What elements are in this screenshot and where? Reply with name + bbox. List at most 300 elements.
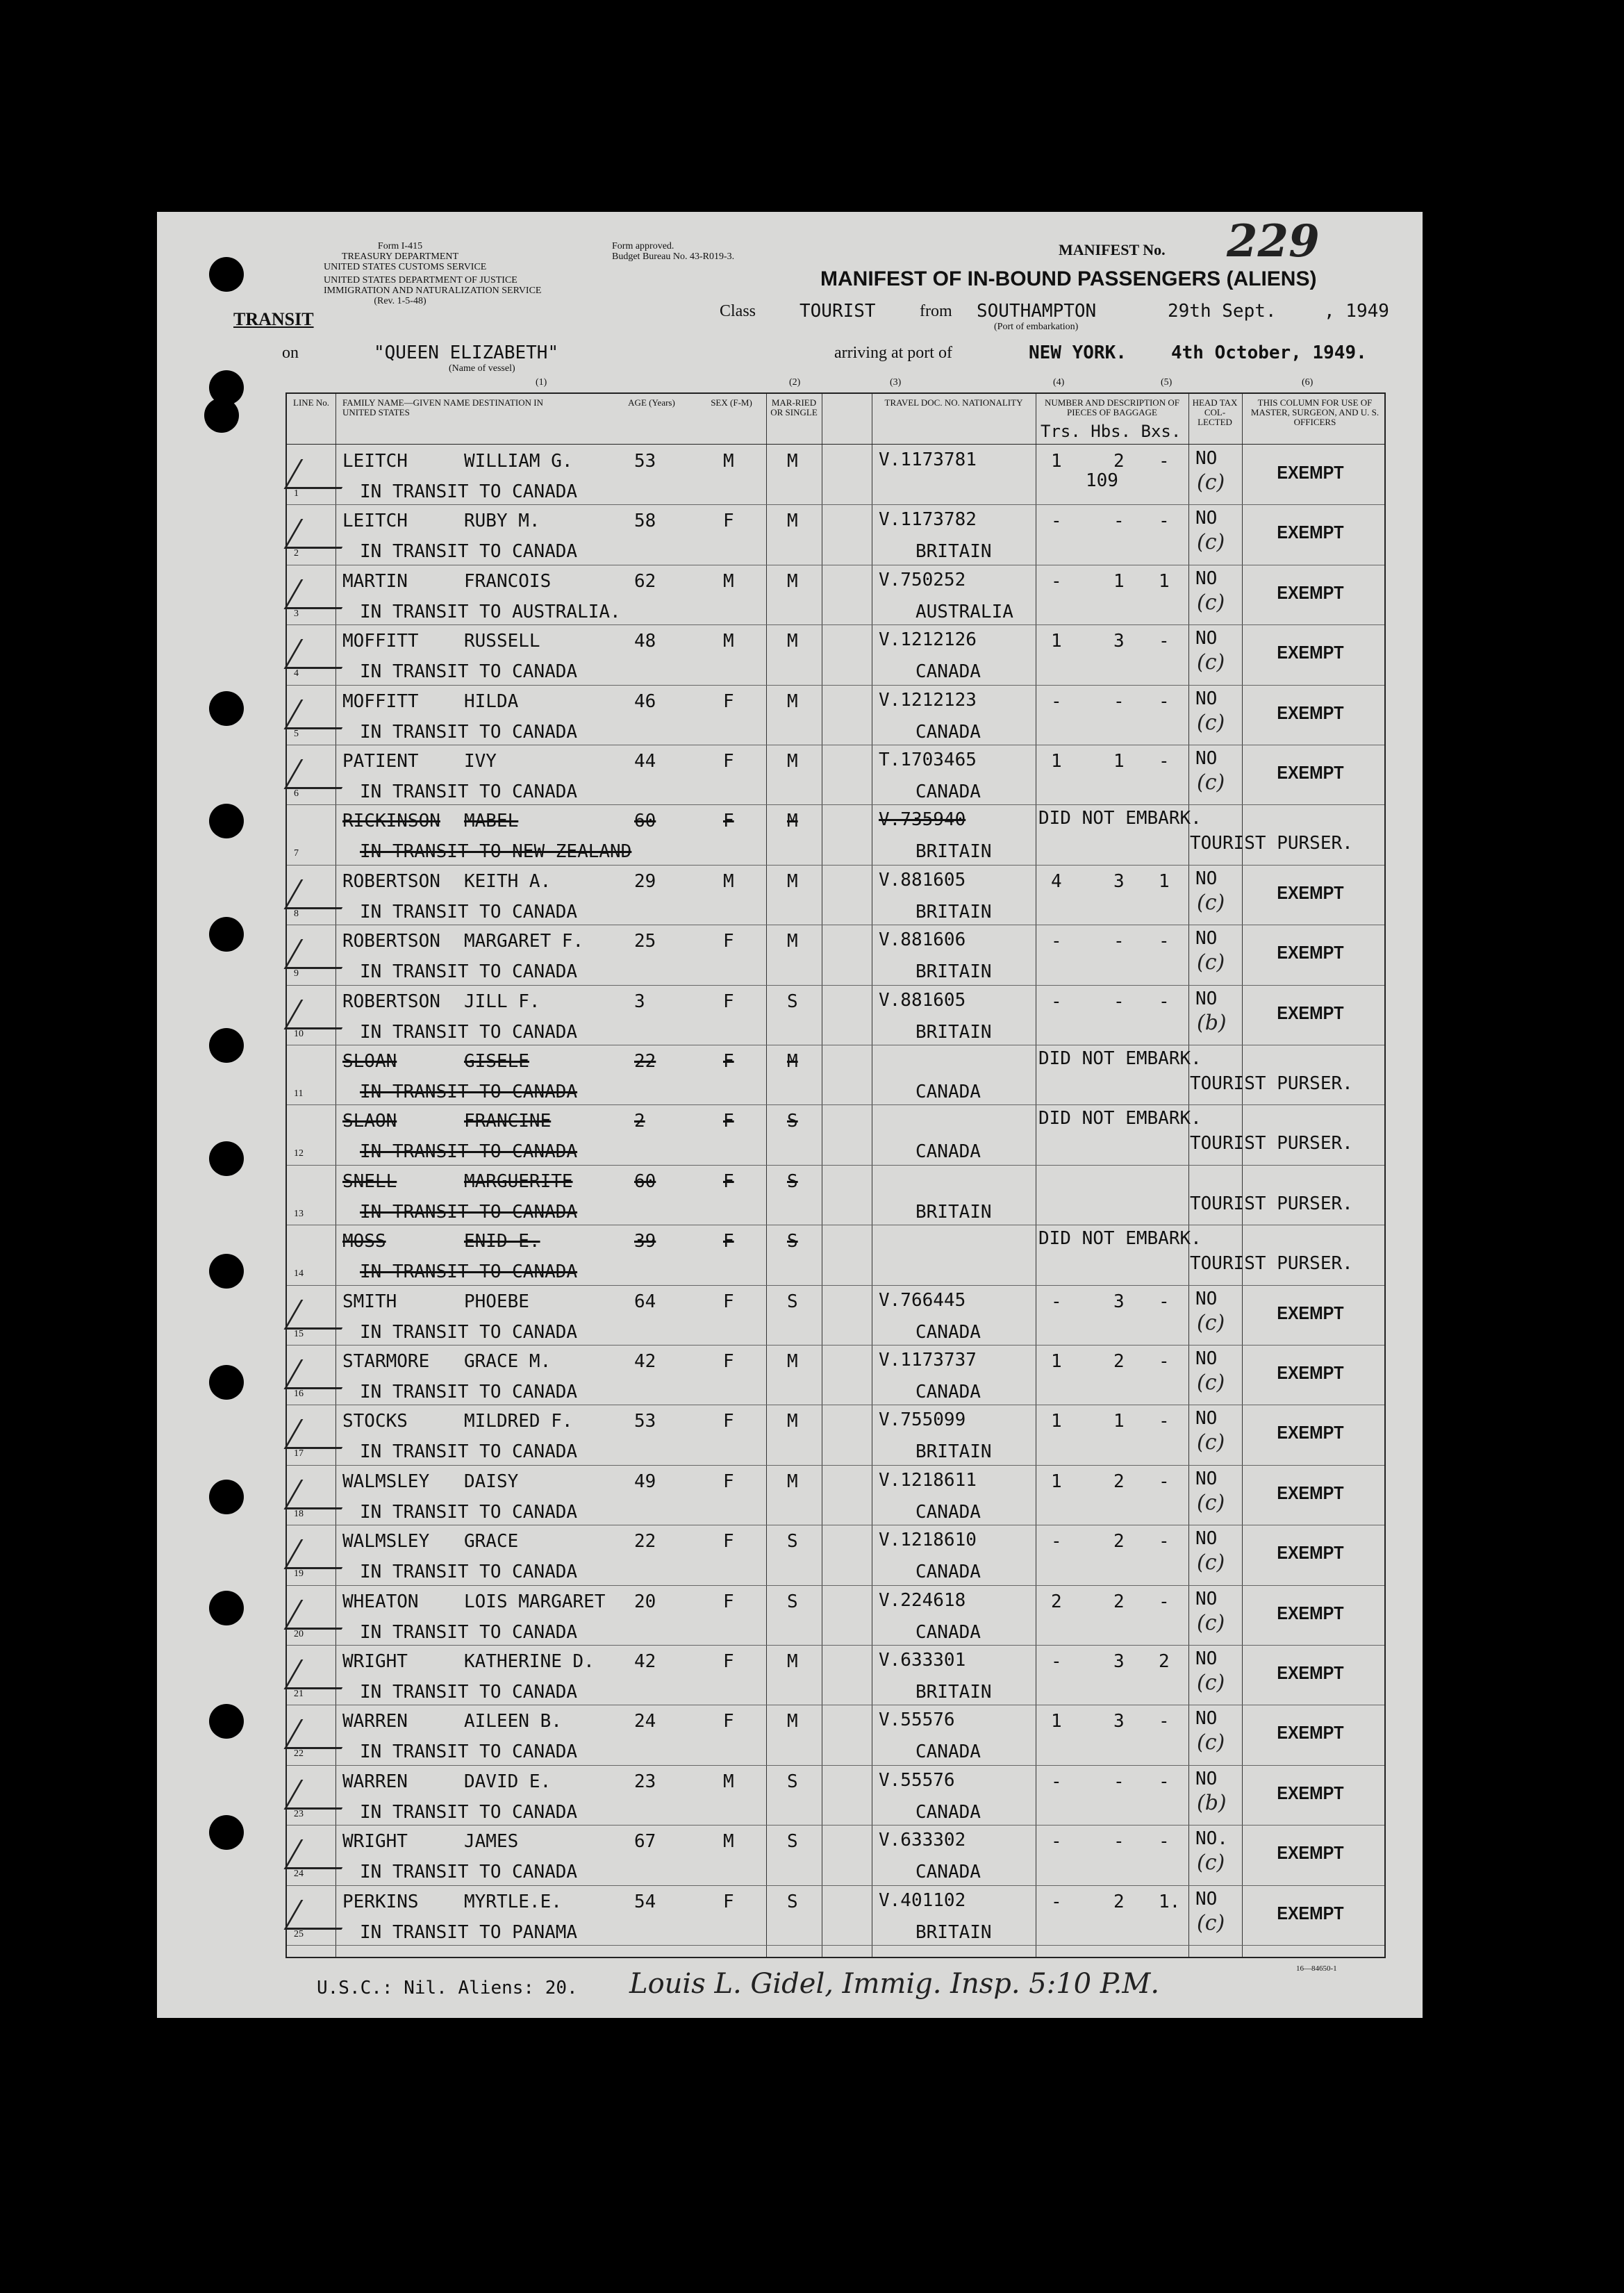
check-mark-icon [284,1600,359,1630]
marital-status: M [787,511,798,532]
boxes-count: - [1159,931,1170,952]
handbags-count: 3 [1113,1711,1125,1732]
arrival-port: NEW YORK. [1029,342,1127,363]
nationality: BRITAIN [915,541,992,563]
check-mark-icon [284,459,359,489]
given-name: JAMES [464,1831,519,1853]
table-row [287,1405,1384,1465]
head-tax: NO [1195,928,1218,950]
line-number: 9 [294,968,299,979]
age: 39 [634,1231,656,1252]
trunks-count: - [1051,690,1062,712]
head-tax-code: (c) [1197,710,1225,735]
tourist-purser-note: TOURIST PURSER. [1190,1073,1353,1094]
given-name: PHOEBE [464,1291,529,1312]
destination: IN TRANSIT TO CANADA [360,1741,578,1763]
handbags-count: - [1113,1831,1125,1853]
family-name: MARTIN [342,570,408,592]
family-name: PATIENT [342,751,419,772]
table-row [287,745,1384,805]
marital-status: M [787,690,798,712]
boxes-count: 1 [1159,870,1170,892]
family-name: MOSS [342,1231,386,1252]
punch-hole [204,398,239,433]
age: 64 [634,1291,656,1312]
dept-customs: UNITED STATES CUSTOMS SERVICE [324,262,487,272]
vessel-caption: (Name of vessel) [449,363,515,374]
nationality: BRITAIN [915,841,992,863]
nationality: CANADA [915,1321,981,1343]
given-name: ENID E. [464,1231,540,1252]
usc-summary: U.S.C.: Nil. Aliens: 20. [317,1978,578,1998]
approval-line-1: Form approved. [612,241,674,251]
handbags-count: 3 [1113,1291,1125,1312]
handbags-count: 3 [1113,1651,1125,1672]
handbags-count: 3 [1113,631,1125,652]
line-number: 14 [294,1268,304,1280]
age: 54 [634,1891,656,1912]
punch-hole [209,917,244,952]
table-row [287,445,1384,505]
head-tax: NO [1195,1468,1218,1489]
destination: IN TRANSIT TO CANADA [360,1321,578,1343]
given-name: HILDA [464,690,519,712]
destination: IN TRANSIT TO CANADA [360,1862,578,1883]
check-mark-icon [284,519,359,549]
line-number: 11 [294,1088,304,1099]
destination: IN TRANSIT TO CANADA [360,1382,578,1402]
family-name: SNELL [342,1170,397,1192]
tourist-purser-note: TOURIST PURSER. [1190,1133,1353,1154]
sex: M [723,1831,734,1853]
age: 48 [634,631,656,652]
age: 49 [634,1471,656,1492]
sex: M [723,570,734,592]
travel-doc-no: V.1173782 [879,509,977,531]
sex: F [723,1111,734,1132]
head-tax: NO [1195,1348,1218,1369]
header-baggage: NUMBER AND DESCRIPTION OF PIECES OF BAGGAGE [1045,397,1179,417]
nationality: BRITAIN [915,1441,992,1463]
head-tax-code: (c) [1197,1430,1225,1455]
header-age: AGE (Years) [628,397,675,408]
destination: IN TRANSIT TO CANADA [360,1562,578,1583]
marital-status: M [787,931,798,952]
family-name: MOFFITT [342,690,419,712]
head-tax-code: (c) [1197,1910,1225,1935]
punch-hole [209,257,244,292]
head-tax: NO [1195,448,1218,469]
destination: IN TRANSIT TO CANADA [360,1082,578,1102]
family-name: MOFFITT [342,631,419,652]
head-tax-code: (c) [1197,1610,1225,1635]
destination: IN TRANSIT TO CANADA [360,1801,578,1823]
trunks-count: 1 [1051,751,1062,772]
sex: F [723,1531,734,1553]
exempt-stamp: EXEMPT [1277,1722,1344,1744]
table-row [287,1225,1384,1285]
sex: F [723,751,734,772]
class-value: TOURIST [799,301,876,322]
given-name: MARGARET F. [464,931,584,952]
nationality: CANADA [915,1141,981,1163]
family-name: WARREN [342,1771,408,1792]
line-number: 5 [294,728,299,739]
marital-status: M [787,1471,798,1492]
head-tax: NO [1195,688,1218,709]
marital-status: S [787,1531,798,1553]
exempt-stamp: EXEMPT [1277,762,1344,783]
head-tax-code: (c) [1197,530,1225,555]
head-tax-code: (c) [1197,1851,1225,1876]
check-mark-icon [284,1780,359,1810]
nationality: BRITAIN [915,1201,992,1223]
age: 42 [634,1651,656,1672]
col-num-4: (4) [1053,377,1065,388]
boxes-count: - [1159,690,1170,712]
check-mark-icon [284,639,359,669]
exempt-stamp: EXEMPT [1277,1002,1344,1023]
travel-doc-no: V.881605 [879,989,966,1011]
table-row [287,1525,1384,1585]
table-row [287,686,1384,745]
handbags-count: 2 [1113,451,1125,472]
destination: IN TRANSIT TO CANADA [360,481,578,502]
form-header-left [324,241,542,306]
handbags-count: 1 [1113,1411,1125,1432]
boxes-count: - [1159,1771,1170,1792]
line-number: 24 [294,1869,304,1880]
table-row [287,565,1384,625]
family-name: LEITCH [342,451,408,472]
line-number: 1 [294,488,299,499]
destination: IN TRANSIT TO CANADA [360,961,578,983]
dept-justice: UNITED STATES DEPARTMENT OF JUSTICE [324,275,517,285]
given-name: FRANCOIS [464,570,552,592]
col-num-5: (5) [1161,377,1173,388]
family-name: WHEATON [342,1591,419,1612]
exempt-stamp: EXEMPT [1277,1602,1344,1623]
family-name: WALMSLEY [342,1471,430,1492]
head-tax: NO [1195,508,1218,529]
destination: IN TRANSIT TO PANAMA [360,1921,578,1943]
exempt-stamp: EXEMPT [1277,462,1344,483]
head-tax: NO [1195,1888,1218,1910]
approval-line-2: Budget Bureau No. 43-R019-3. [612,251,735,262]
table-row [287,1045,1384,1105]
travel-doc-no: T.1703465 [879,750,977,770]
col-num-2: (2) [789,377,801,388]
trunks-count: 1 [1051,1351,1062,1372]
marital-status: M [787,631,798,652]
family-name: LEITCH [342,511,408,532]
line-number: 6 [294,788,299,799]
nationality: CANADA [915,781,981,802]
handbags-count: - [1113,690,1125,712]
given-name: RUBY M. [464,511,540,532]
head-tax-code: (c) [1197,890,1225,915]
sex: F [723,690,734,712]
tourist-purser-note: TOURIST PURSER. [1190,1193,1353,1214]
given-name: MABEL [464,811,519,832]
given-name: AILEEN B. [464,1711,562,1732]
head-tax: NO [1195,1528,1218,1550]
check-mark-icon [284,1539,359,1569]
head-tax-code: (c) [1197,950,1225,975]
line-number: 12 [294,1148,304,1159]
boxes-count: - [1159,751,1170,772]
check-mark-icon [284,1900,359,1930]
travel-doc-no: V.755099 [879,1409,966,1431]
boxes-count: - [1159,1351,1170,1372]
sex: F [723,1591,734,1612]
handbags-count: 2 [1113,1351,1125,1372]
line-number: 22 [294,1748,304,1760]
given-name: KEITH A. [464,870,552,892]
marital-status: S [787,1170,798,1192]
trunks-count: - [1051,511,1062,532]
table-row [287,1166,1384,1225]
port-embark-caption: (Port of embarkation) [994,322,1079,332]
line-number: 25 [294,1928,304,1939]
punch-hole [209,1591,244,1625]
given-name: FRANCINE [464,1111,552,1132]
family-name: SMITH [342,1291,397,1312]
on-label: on [282,344,299,362]
line-number: 23 [294,1808,304,1819]
age: 22 [634,1531,656,1553]
destination: IN TRANSIT TO AUSTRALIA. [360,601,621,622]
header-sex: SEX (F-M) [711,397,752,408]
check-mark-icon [284,1419,359,1449]
nationality: CANADA [915,1082,981,1102]
check-mark-icon [284,700,359,729]
travel-doc-no: V.1173737 [879,1350,977,1371]
trunks-count: - [1051,1651,1062,1672]
sex: F [723,1711,734,1732]
destination: IN TRANSIT TO CANADA [360,721,578,743]
did-not-embark-note: DID NOT EMBARK. [1038,1048,1202,1069]
nationality: BRITAIN [915,901,992,922]
header-travel-doc: TRAVEL DOC. NO. NATIONALITY [884,397,1023,408]
table-row [287,1826,1384,1885]
family-name: WRIGHT [342,1831,408,1853]
trunks-count: 2 [1051,1591,1062,1612]
approval-note [612,241,734,262]
punch-hole [209,1480,244,1514]
given-name: GRACE M. [464,1351,552,1372]
head-tax-code: (c) [1197,1550,1225,1575]
inspector-signature: Louis L. Gidel, Immig. Insp. 5:10 P.M. [629,1968,1160,2000]
given-name: WILLIAM G. [464,451,573,472]
marital-status: S [787,1291,798,1312]
exempt-stamp: EXEMPT [1277,642,1344,663]
destination: IN TRANSIT TO CANADA [360,1501,578,1523]
travel-doc-no: V.881605 [879,869,966,891]
destination: IN TRANSIT TO CANADA [360,1201,578,1223]
table-row [287,1105,1384,1165]
sex: F [723,511,734,532]
check-mark-icon [284,1659,359,1689]
check-mark-icon [284,939,359,969]
sex: F [723,811,734,832]
sex: F [723,1351,734,1372]
nationality: BRITAIN [915,1682,992,1703]
table-row [287,925,1384,985]
form-revision: (Rev. 1-5-48) [374,296,426,306]
travel-doc-no: V.1212123 [879,689,977,711]
age: 20 [634,1591,656,1612]
travel-doc-no: V.633302 [879,1830,966,1851]
exempt-stamp: EXEMPT [1277,1662,1344,1683]
marital-status: M [787,451,798,472]
head-tax: NO [1195,628,1218,649]
exempt-stamp: EXEMPT [1277,1302,1344,1323]
given-name: MYRTLE.E. [464,1891,562,1912]
table-row [287,1705,1384,1765]
sex: F [723,1471,734,1492]
given-name: IVY [464,751,497,772]
marital-status: S [787,1891,798,1912]
line-number: 17 [294,1448,304,1459]
marital-status: M [787,1351,798,1372]
marital-status: S [787,1831,798,1853]
head-tax: NO [1195,1708,1218,1730]
trunks-count: - [1051,991,1062,1012]
boxes-count: 1 [1159,570,1170,592]
handbags-count: - [1113,511,1125,532]
check-mark-icon [284,1480,359,1509]
boxes-count: - [1159,1291,1170,1312]
travel-doc-no: V.224618 [879,1589,966,1611]
table-row [287,1286,1384,1346]
trunks-count: - [1051,1291,1062,1312]
age: 3 [634,991,645,1012]
head-tax: NO [1195,748,1218,769]
travel-doc-no: V.750252 [879,569,966,590]
nationality: CANADA [915,1801,981,1823]
destination: IN TRANSIT TO CANADA [360,1682,578,1703]
form-number: Form I-415 [377,241,423,251]
nationality: CANADA [915,1741,981,1763]
travel-doc-no: V.881606 [879,929,966,951]
head-tax: NO [1195,988,1218,1009]
punch-hole [209,804,244,838]
line-number: 20 [294,1628,304,1639]
exempt-stamp: EXEMPT [1277,702,1344,723]
nationality: AUSTRALIA [915,601,1013,622]
sex: F [723,931,734,952]
line-number: 10 [294,1028,304,1039]
age: 60 [634,1170,656,1192]
age: 67 [634,1831,656,1853]
marital-status: M [787,1711,798,1732]
travel-doc-no: V.1218611 [879,1469,977,1491]
destination: IN TRANSIT TO CANADA [360,781,578,802]
head-tax-code: (c) [1197,1371,1225,1395]
table-row [287,1886,1384,1946]
sex: F [723,1231,734,1252]
given-name: GISELE [464,1051,529,1072]
table-row [287,1346,1384,1405]
age: 53 [634,1411,656,1432]
check-mark-icon [284,1000,359,1029]
family-name: ROBERTSON [342,991,440,1012]
tourist-purser-note: TOURIST PURSER. [1190,1253,1353,1275]
family-name: RICKINSON [342,811,440,832]
travel-doc-no: V.1173781 [879,449,977,470]
head-tax-code: (c) [1197,1490,1225,1515]
head-tax: NO [1195,568,1218,589]
sex: F [723,1170,734,1192]
destination: IN TRANSIT TO CANADA [360,901,578,922]
punch-hole [209,1815,244,1850]
check-mark-icon [284,759,359,789]
marital-status: S [787,991,798,1012]
header-line-no: LINE No. [293,397,329,408]
exempt-stamp: EXEMPT [1277,942,1344,963]
age: 60 [634,811,656,832]
age: 62 [634,570,656,592]
line-number: 15 [294,1328,304,1339]
age: 53 [634,451,656,472]
destination: IN TRANSIT TO CANADA [360,541,578,563]
handbags-count: 1 [1113,570,1125,592]
head-tax-code: (b) [1197,1790,1227,1815]
col-num-1: (1) [536,377,547,388]
table-row [287,1466,1384,1525]
head-tax: NO [1195,1648,1218,1669]
table-row [287,866,1384,925]
sex: F [723,991,734,1012]
family-name: SLOAN [342,1051,397,1072]
punch-hole [209,1704,244,1739]
check-mark-icon [284,1839,359,1869]
age: 23 [634,1771,656,1792]
line-number: 2 [294,548,299,559]
trunks-count: - [1051,1771,1062,1792]
travel-doc-no: V.55576 [879,1769,955,1791]
destination: IN TRANSIT TO NEW ZEALAND [360,841,632,863]
boxes-count: - [1159,631,1170,652]
head-tax-code: (c) [1197,590,1225,615]
nationality: BRITAIN [915,1021,992,1043]
given-name: MARGUERITE [464,1170,573,1192]
marital-status: M [787,570,798,592]
nationality: CANADA [915,721,981,743]
print-code: 16—84650-1 [1296,1964,1337,1973]
age: 42 [634,1351,656,1372]
head-tax: NO [1195,1588,1218,1609]
check-mark-icon [284,1300,359,1330]
marital-status: S [787,1591,798,1612]
punch-hole [209,1141,244,1176]
marital-status: M [787,811,798,832]
punch-hole [209,1365,244,1400]
did-not-embark-note: DID NOT EMBARK. [1038,1108,1202,1129]
family-name: WALMSLEY [342,1531,430,1553]
exempt-stamp: EXEMPT [1277,581,1344,603]
destination: IN TRANSIT TO CANADA [360,1141,578,1163]
table-row [287,625,1384,685]
travel-doc-no: V.55576 [879,1710,955,1731]
head-tax: NO [1195,1288,1218,1309]
given-name: KATHERINE D. [464,1651,595,1672]
trunks-count: 1 [1051,631,1062,652]
handbags-count: 2 [1113,1471,1125,1492]
from-label: from [920,302,952,320]
marital-status: S [787,1111,798,1132]
